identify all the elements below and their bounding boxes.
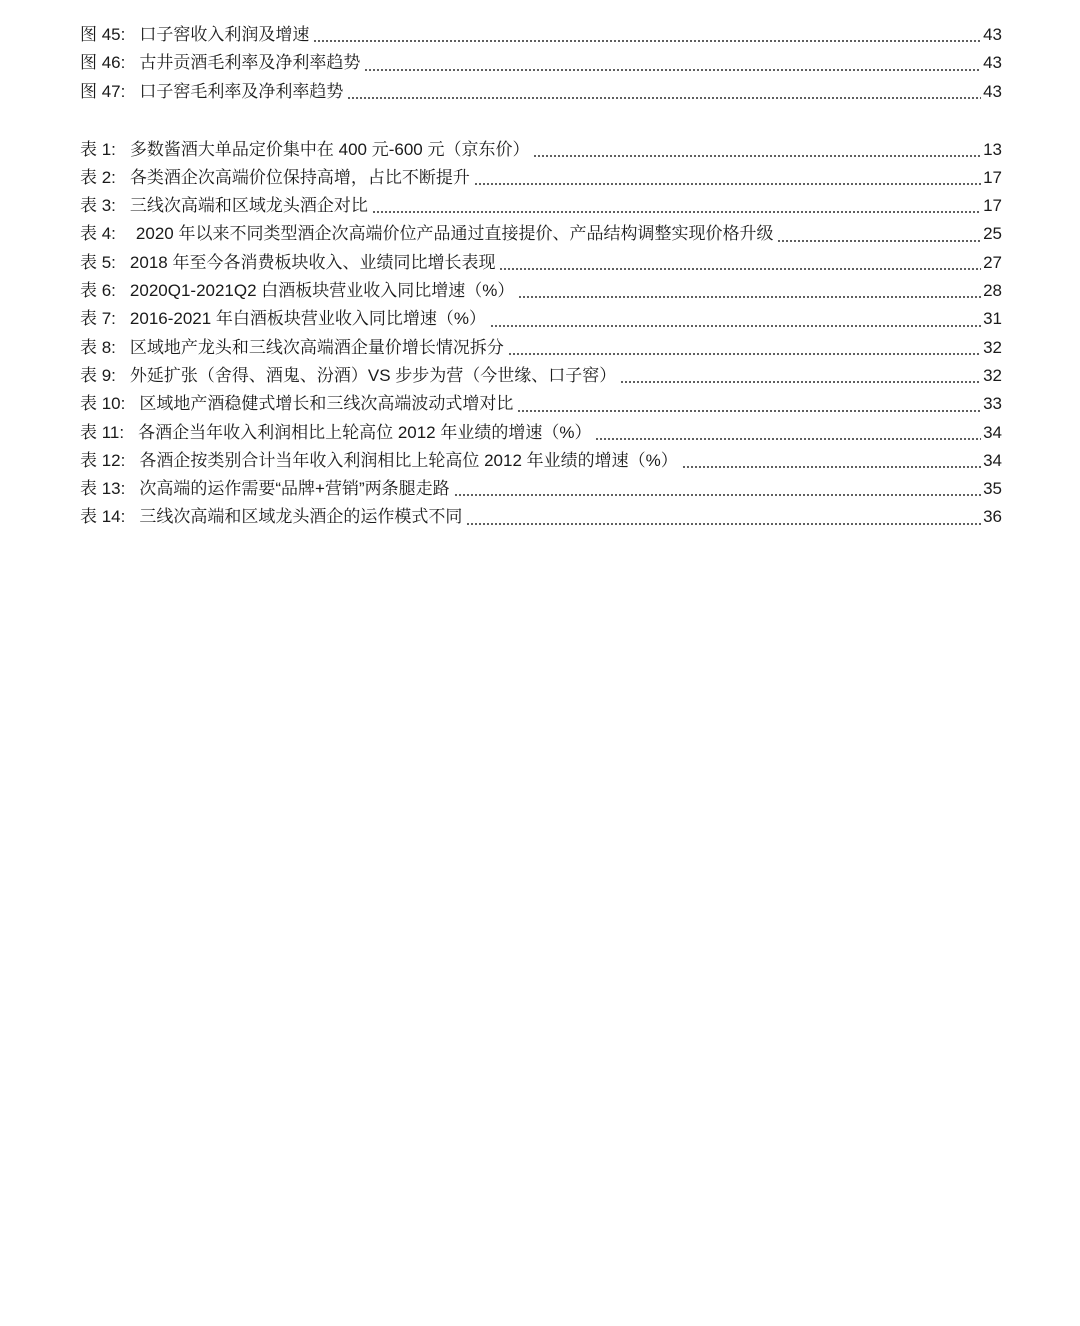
dot-leader xyxy=(508,334,981,362)
entry-page-number: 43 xyxy=(983,25,1002,44)
entry-title: 区域地产龙头和三线次高端酒企量价增长情况拆分 xyxy=(129,337,504,357)
entry-page-number: 35 xyxy=(983,479,1002,499)
entry-page-number: 17 xyxy=(983,167,1002,187)
entry-label: 表 2: xyxy=(80,167,116,187)
toc-entry-table-5[interactable] xyxy=(80,249,1002,277)
entry-label: 表 10: xyxy=(80,394,126,414)
entry-title: 2018 年至今各消费板块收入、业绩同比增长表现 xyxy=(129,252,496,272)
entry-label: 表 1: xyxy=(80,139,116,159)
entry-label: 表 4: xyxy=(80,224,116,244)
dot-leader xyxy=(474,164,981,192)
entry-page-number: 17 xyxy=(983,196,1002,216)
entry-title: 2016-2021 年白酒板块营业收入同比增速（%） xyxy=(129,309,487,329)
dot-leader xyxy=(518,277,981,305)
toc-entry-table-12[interactable] xyxy=(80,447,1002,475)
dot-leader xyxy=(466,503,981,531)
entry-title: 2020Q1-2021Q2 白酒板块营业收入同比增速（%） xyxy=(129,281,515,301)
table-of-contents xyxy=(80,21,1002,532)
dot-leader xyxy=(499,249,981,277)
entry-page-number: 13 xyxy=(983,139,1002,159)
toc-entry-table-14[interactable] xyxy=(80,503,1002,531)
entry-label: 表 3: xyxy=(80,196,116,216)
entry-page-number: 28 xyxy=(983,281,1002,301)
entry-title: 各类酒企次高端价位保持高增，占比不断提升 xyxy=(129,167,470,187)
entry-label: 表 5: xyxy=(80,252,116,272)
entry-label: 图 46: xyxy=(80,53,126,73)
entry-label: 表 12: xyxy=(80,450,126,470)
dot-leader xyxy=(777,220,981,248)
toc-entry-table-1[interactable] xyxy=(80,136,1002,164)
toc-entry-figure-46[interactable] xyxy=(80,49,1002,77)
entry-title: 三线次高端和区域龙头酒企对比 xyxy=(129,196,368,216)
toc-entry-table-10[interactable] xyxy=(80,390,1002,418)
dot-leader xyxy=(372,192,981,220)
entry-page-number: 32 xyxy=(983,365,1002,385)
entry-label: 表 13: xyxy=(80,479,126,499)
toc-entry-table-8[interactable] xyxy=(80,334,1002,362)
dot-leader xyxy=(347,78,981,106)
entry-label: 图 47: xyxy=(80,81,126,101)
entry-label: 表 11: xyxy=(80,422,125,442)
entry-title: 三线次高端和区域龙头酒企的运作模式不同 xyxy=(139,507,463,527)
toc-entry-table-2[interactable] xyxy=(80,164,1002,192)
list-of-figures xyxy=(80,21,1002,106)
entry-page-number: 43 xyxy=(983,81,1002,101)
dot-leader xyxy=(364,49,981,77)
toc-entry-table-3[interactable] xyxy=(80,192,1002,220)
entry-page-number: 43 xyxy=(983,53,1002,73)
dot-leader xyxy=(533,136,981,164)
dot-leader xyxy=(313,21,981,49)
entry-page-number: 32 xyxy=(983,337,1002,357)
entry-title: 各酒企按类别合计当年收入利润相比上轮高位 2012 年业绩的增速（%） xyxy=(139,450,678,470)
entry-page-number: 25 xyxy=(983,224,1002,244)
toc-entry-table-7[interactable] xyxy=(80,305,1002,333)
entry-label: 表 6: xyxy=(80,281,116,301)
entry-title: 口子窖收入利润及增速 xyxy=(139,25,310,44)
entry-title: 古井贡酒毛利率及净利率趋势 xyxy=(139,53,361,73)
dot-leader xyxy=(517,390,981,418)
dot-leader xyxy=(620,362,981,390)
entry-label: 表 9: xyxy=(80,365,116,385)
toc-entry-table-9[interactable] xyxy=(80,362,1002,390)
entry-label: 表 8: xyxy=(80,337,116,357)
entry-title: 区域地产酒稳健式增长和三线次高端波动式增对比 xyxy=(139,394,514,414)
entry-title: 次高端的运作需要“品牌+营销”两条腿走路 xyxy=(139,479,450,499)
toc-entry-table-6[interactable] xyxy=(80,277,1002,305)
dot-leader xyxy=(682,447,981,475)
entry-title: 外延扩张（舍得、酒鬼、汾酒）VS 步步为营（今世缘、口子窖） xyxy=(129,365,617,385)
entry-page-number: 36 xyxy=(983,507,1002,527)
entry-page-number: 31 xyxy=(983,309,1002,329)
entry-title: 2020 年以来不同类型酒企次高端价位产品通过直接提价、产品结构调整实现价格升级 xyxy=(135,224,774,244)
toc-entry-figure-47[interactable] xyxy=(80,78,1002,106)
entry-title: 多数酱酒大单品定价集中在 400 元-600 元（京东价） xyxy=(129,139,530,159)
entry-page-number: 27 xyxy=(983,252,1002,272)
dot-leader xyxy=(490,305,981,333)
entry-label: 表 7: xyxy=(80,309,116,329)
dot-leader xyxy=(454,475,981,503)
entry-title: 各酒企当年收入利润相比上轮高位 2012 年业绩的增速（%） xyxy=(138,422,592,442)
entry-title: 口子窖毛利率及净利率趋势 xyxy=(139,81,344,101)
entry-page-number: 34 xyxy=(983,450,1002,470)
toc-entry-table-11[interactable] xyxy=(80,419,1002,447)
entry-page-number: 33 xyxy=(983,394,1002,414)
entry-page-number: 34 xyxy=(983,422,1002,442)
toc-entry-table-13[interactable] xyxy=(80,475,1002,503)
entry-label: 图 45: xyxy=(80,25,126,44)
entry-label: 表 14: xyxy=(80,507,126,527)
toc-entry-table-4[interactable] xyxy=(80,220,1002,248)
list-of-tables xyxy=(80,136,1002,532)
toc-entry-figure-45[interactable] xyxy=(80,21,1002,49)
dot-leader xyxy=(595,419,981,447)
